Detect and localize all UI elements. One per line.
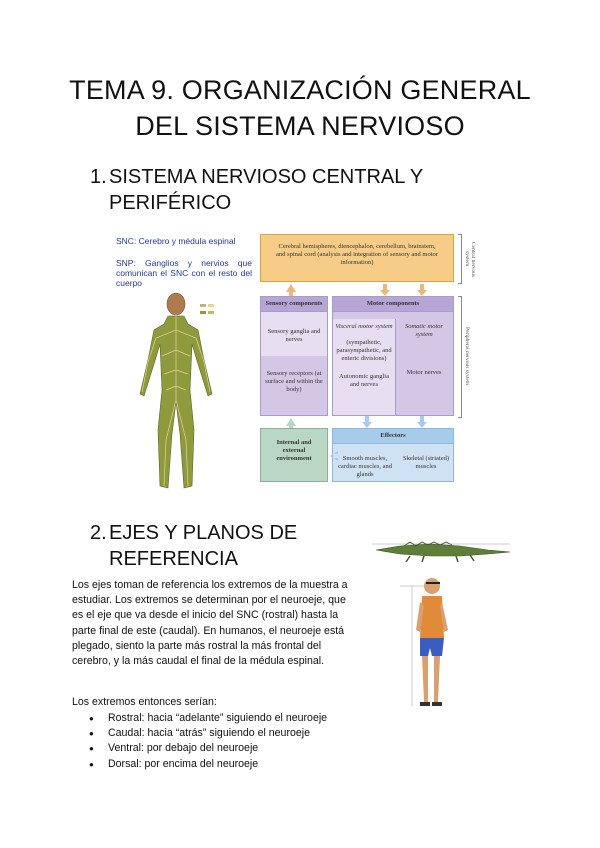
- title-line-2: DEL SISTEMA NERVIOSO: [135, 111, 465, 141]
- arrow-cns-to-motor-2: [417, 284, 427, 296]
- nervous-system-body-image: [128, 290, 224, 498]
- pns-bracket: [458, 296, 462, 418]
- legend-swatch-2: [200, 309, 216, 316]
- motor-nerves: Motor nerves: [406, 369, 442, 376]
- arrow-effectors-to-environment: [330, 451, 338, 461]
- diagram-arrows: [258, 224, 458, 492]
- snc-label: SNC: Cerebro y médula espinal: [116, 236, 236, 246]
- human-axes-image: [396, 572, 466, 714]
- environment-text: Internal and external environment: [276, 439, 312, 462]
- extremes-intro: Los extremos entonces serían:: [72, 696, 217, 708]
- axes-paragraph: Los ejes toman de referencia los extremos de la muestra a estudiar. Los extremos se determinan por el neuroeje, que es el eje que va desde el inicio del SNC (rostral) hasta la parte final de este (caudal). En humanos, el neuroeje está plegado, siento la parte más rostral la más frontal del cerebro, y la más caudal el final de la médula espinal.: [72, 579, 348, 668]
- cns-bracket: [458, 234, 462, 284]
- arrow-somatic-to-effectors: [417, 416, 427, 428]
- pns-side-label: Peripheral nervous system: [464, 326, 470, 386]
- visceral-detail: (sympathetic, parasympathetic, and enteric divisions): [336, 339, 392, 362]
- snp-label: SNP: Ganglios y nervios que comunican el SNC con el resto del cuerpo: [116, 258, 252, 288]
- extremes-list: [72, 711, 327, 772]
- motor-head: Motor components: [333, 297, 453, 312]
- nervous-system-diagram: [258, 224, 480, 492]
- smooth-muscles: Smooth muscles, cardiac muscles, and glands: [338, 455, 392, 478]
- sensory-ganglia: Sensory ganglia and nerves: [261, 312, 327, 356]
- visceral-label: Visceral motor system: [335, 323, 393, 330]
- autonomic-ganglia: Autonomic ganglia and nerves: [338, 373, 389, 388]
- somatic-label: Somatic motor system: [404, 323, 444, 338]
- arrow-cns-to-motor-1: [380, 284, 390, 296]
- section-1-line-2: PERIFÉRICO: [109, 192, 232, 214]
- list-item-dorsal: ● Dorsal: por encima del neuroeje: [72, 757, 327, 772]
- document-title: [40, 72, 560, 144]
- section-1-heading: [90, 164, 423, 216]
- figure-1-labels: [116, 236, 252, 288]
- arrow-environment-to-receptors: [286, 418, 296, 428]
- legend-swatch-1: [200, 302, 216, 309]
- skeletal-muscles: Skeletal (striated) muscles: [402, 455, 450, 470]
- arrow-visceral-to-effectors: [362, 416, 372, 428]
- list-item-rostral: ● Rostral: hacia “adelante” siguiendo el neuroeje: [72, 711, 327, 726]
- section-1-number: 1.: [90, 166, 107, 188]
- crocodile-axes-image: [370, 534, 516, 564]
- section-2-number: 2.: [90, 522, 107, 544]
- effectors-head: Effectors: [333, 429, 453, 444]
- section-2-line-1: EJES Y PLANOS DE: [109, 522, 298, 544]
- list-item-ventral: ● Ventral: por debajo del neuroeje: [72, 741, 327, 756]
- section-2-line-2: REFERENCIA: [109, 548, 238, 570]
- section-2-heading: [90, 520, 297, 572]
- cns-text: Cerebral hemispheres, diencephalon, cerebellum, brainstem, and spinal cord (analysis and integration of sensory and motor information): [276, 243, 438, 266]
- sensory-receptors: Sensory receptors (at surface and within the body): [265, 370, 323, 393]
- arrow-sensory-to-cns: [286, 284, 296, 296]
- sensory-head: Sensory components: [261, 297, 327, 312]
- cns-side-label: Central nervous system: [464, 241, 476, 277]
- title-line-1: TEMA 9. ORGANIZACIÓN GENERAL: [69, 75, 531, 105]
- list-item-caudal: ● Caudal: hacia “atrás” siguiendo el neuroeje: [72, 726, 327, 741]
- section-1-line-1: SISTEMA NERVIOSO CENTRAL Y: [109, 166, 424, 188]
- body-image-legend: [200, 302, 216, 316]
